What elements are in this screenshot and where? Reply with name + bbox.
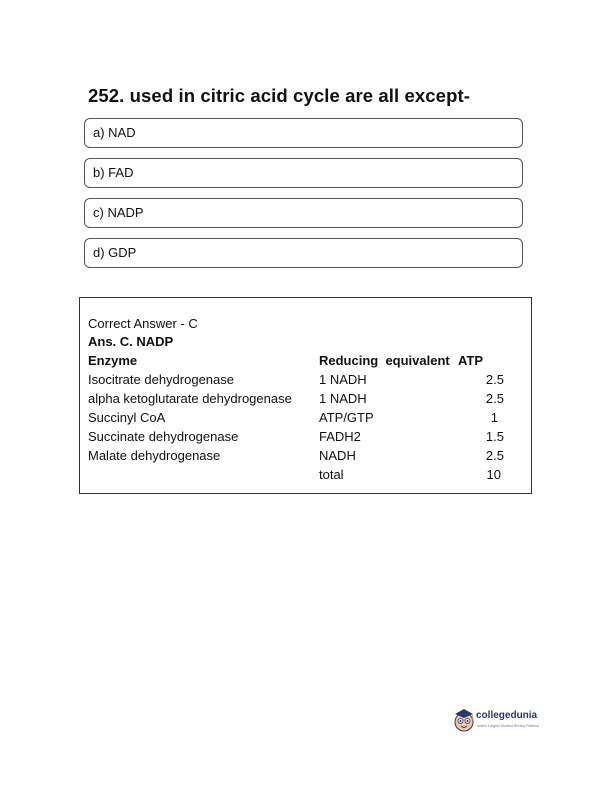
table-cell-equivalent: total bbox=[319, 467, 344, 482]
table-cell-equivalent: 1 NADH bbox=[319, 391, 367, 406]
table-row bbox=[88, 427, 514, 446]
table-cell-enzyme: Succinate dehydrogenase bbox=[88, 429, 239, 444]
answer-content bbox=[88, 315, 514, 484]
header-atp: ATP bbox=[458, 353, 484, 368]
option-a[interactable]: a) NAD bbox=[84, 118, 523, 148]
answer-box bbox=[79, 297, 532, 494]
header-reducing-equivalent: Reducing equivalent bbox=[319, 353, 450, 368]
table-cell-atp: 10 bbox=[486, 467, 501, 482]
table-cell-enzyme: Isocitrate dehydrogenase bbox=[88, 372, 234, 387]
table-cell-enzyme bbox=[88, 465, 319, 484]
option-b[interactable]: b) FAD bbox=[84, 158, 523, 188]
table-row bbox=[88, 370, 514, 389]
table-row bbox=[88, 389, 514, 408]
table-cell-atp: 1 bbox=[490, 410, 498, 425]
option-c[interactable]: c) NADP bbox=[84, 198, 523, 228]
table-cell-atp: 2.5 bbox=[485, 391, 504, 406]
enzyme-table bbox=[88, 351, 514, 484]
table-cell-atp: 2.5 bbox=[485, 372, 504, 387]
mascot-icon bbox=[453, 706, 475, 734]
header-enzyme: Enzyme bbox=[88, 353, 138, 368]
table-row bbox=[88, 446, 514, 465]
table-cell-enzyme: alpha ketoglutarate dehydrogenase bbox=[88, 391, 292, 406]
table-row bbox=[88, 465, 514, 484]
collegedunia-logo bbox=[453, 706, 553, 736]
logo-tagline: India's Largest Student Review Platform bbox=[477, 724, 540, 728]
table-cell-equivalent: ATP/GTP bbox=[319, 410, 374, 425]
correct-answer-text: Correct Answer - C bbox=[88, 316, 198, 331]
table-cell-equivalent: 1 NADH bbox=[319, 372, 367, 387]
table-cell-atp: 2.5 bbox=[485, 448, 504, 463]
table-cell-equivalent: NADH bbox=[319, 448, 356, 463]
table-cell-atp: 1.5 bbox=[485, 429, 504, 444]
table-row bbox=[88, 408, 514, 427]
table-cell-enzyme: Succinyl CoA bbox=[88, 410, 166, 425]
table-cell-enzyme: Malate dehydrogenase bbox=[88, 448, 221, 463]
option-d[interactable]: d) GDP bbox=[84, 238, 523, 268]
question-title: 252. used in citric acid cycle are all except- bbox=[88, 85, 470, 106]
table-header-row bbox=[88, 351, 514, 370]
logo-wordmark: collegedunia bbox=[476, 710, 538, 721]
answer-line: Ans. C. NADP bbox=[88, 334, 174, 349]
table-cell-equivalent: FADH2 bbox=[319, 429, 361, 444]
